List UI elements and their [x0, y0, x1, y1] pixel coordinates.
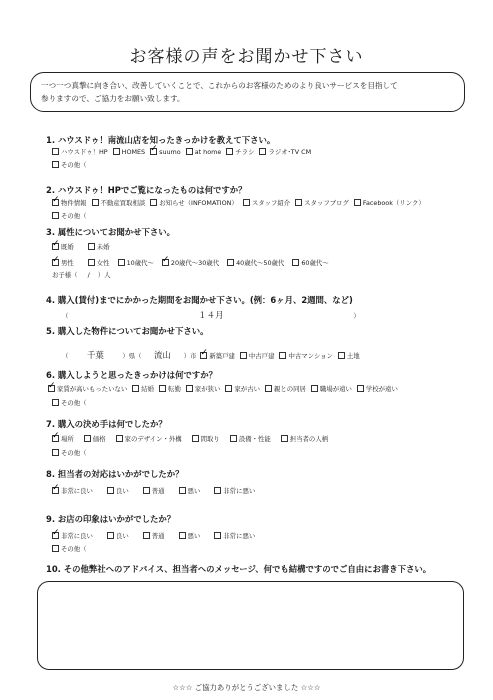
checkbox[interactable] — [338, 352, 345, 359]
question-5: 5. 購入した物件についてお聞かせ下さい。 — [46, 326, 209, 336]
question-3: 3. 属性についてお聞かせ下さい。 — [46, 227, 176, 237]
q9-option-very-good[interactable]: ✓ 非常に良い — [52, 531, 93, 540]
checkbox-checked[interactable] — [48, 385, 55, 392]
checkbox[interactable] — [279, 352, 286, 359]
checkbox[interactable] — [281, 435, 288, 442]
checkbox[interactable] — [230, 435, 237, 442]
q3-marital — [52, 242, 115, 251]
q7-options — [52, 434, 333, 443]
checkbox-checked[interactable] — [52, 259, 59, 266]
q4-answer[interactable]: １４月 — [198, 311, 224, 321]
checkbox[interactable] — [243, 199, 250, 206]
q6-option-school-far[interactable]: 学校が遠い — [357, 384, 398, 393]
checkbox[interactable] — [92, 199, 99, 206]
checkbox[interactable] — [107, 532, 114, 539]
q9-option-very-bad[interactable]: 非常に悪い — [214, 531, 255, 540]
checkbox[interactable] — [186, 385, 193, 392]
q7-option-layout[interactable]: 間取り — [192, 434, 220, 443]
q8-option-very-good[interactable]: ✓ 非常に良い — [52, 486, 93, 495]
checkbox[interactable] — [259, 148, 266, 155]
q7-option-price[interactable]: 価格 — [84, 434, 106, 443]
checkbox[interactable] — [225, 385, 232, 392]
thank-you-footer: ☆☆☆ ご協力ありがとうございました ☆☆☆ — [172, 683, 321, 692]
q1-option-athome[interactable]: at home — [186, 148, 222, 156]
free-comment-box[interactable] — [37, 581, 464, 670]
checkbox-checked[interactable] — [150, 148, 157, 155]
q3-option-age-40s-50s[interactable]: 40歳代～50歳代 — [227, 258, 284, 267]
checkbox[interactable] — [143, 487, 150, 494]
q7-option-location[interactable]: ✓ 場所 — [52, 434, 74, 443]
q6-option-marriage[interactable]: 結婚 — [132, 384, 154, 393]
q1-option-flyer[interactable]: チラシ — [226, 147, 254, 156]
q3-option-female[interactable]: 女性 — [88, 258, 110, 267]
checkbox[interactable] — [214, 487, 221, 494]
q5-answer-row: （ 千葉 ）県（ 流山 ）市 ✓ 新築戸建 中古戸建 中古マンション 土地 — [62, 349, 365, 361]
checkbox[interactable] — [179, 487, 186, 494]
checkbox[interactable] — [113, 148, 120, 155]
q1-other — [52, 160, 92, 169]
checkbox[interactable] — [214, 532, 221, 539]
checkbox[interactable] — [52, 148, 59, 155]
q6-options — [48, 384, 398, 393]
q6-option-parents[interactable]: 親との同居 — [265, 384, 306, 393]
q2-options — [52, 198, 430, 207]
q3-option-married[interactable]: ✓ 既婚 — [52, 242, 74, 251]
q8-option-average[interactable]: 普通 — [143, 486, 165, 495]
q2-option-staff[interactable]: スタッフ紹介 — [243, 198, 290, 207]
q8-option-very-bad[interactable]: 非常に悪い — [214, 486, 255, 495]
q6-other — [52, 398, 92, 407]
checkbox[interactable] — [132, 385, 139, 392]
q3-option-single[interactable]: 未婚 — [88, 242, 110, 251]
q5-option-land[interactable]: 土地 — [338, 351, 360, 360]
question-4: 4. 購入(賃付)までにかかった期間をお聞かせ下さい。(例：6ヶ月、2週間、など) — [46, 295, 353, 305]
checkbox-checked[interactable] — [162, 259, 169, 266]
q9-option-other[interactable]: その他（ — [52, 544, 87, 553]
checkbox[interactable] — [116, 435, 123, 442]
q1-options — [52, 147, 316, 156]
q2-other — [52, 211, 92, 220]
question-10: 10. その他弊社へのアドバイス、担当者へのメッセージ、何でも結構ですのでご自由にお書き下さい。 — [46, 564, 432, 574]
q7-other — [52, 448, 92, 457]
intro-line-1: 一つ一つ真摯に向き合い、改善していくことで、これからのお客様のためのより良いサービスを目指して — [41, 81, 398, 90]
q3-children: お子様（ / ）人 — [52, 270, 111, 279]
checkbox[interactable] — [88, 243, 95, 250]
checkbox[interactable] — [240, 352, 247, 359]
q3-option-age-10s[interactable]: 10歳代～ — [118, 258, 154, 267]
checkbox-checked[interactable] — [52, 487, 59, 494]
checkbox[interactable] — [227, 259, 234, 266]
q8-option-bad[interactable]: 悪い — [179, 486, 201, 495]
checkbox[interactable] — [107, 487, 114, 494]
q6-option-small-house[interactable]: 家が狭い — [186, 384, 221, 393]
q3-gender-age — [52, 258, 334, 267]
q6-option-rent[interactable]: ✓ 家賃が高いもったいない — [48, 384, 127, 393]
checkbox[interactable] — [226, 148, 233, 155]
q7-option-staff-character[interactable]: 担当者の人柄 — [281, 434, 328, 443]
checkbox[interactable] — [52, 212, 59, 219]
q6-option-other[interactable]: その他（ — [52, 398, 87, 407]
question-7: 7. 購入の決め手は何でしたか？ — [46, 419, 167, 429]
q5-option-new-house[interactable]: ✓ 新築戸建 — [200, 351, 235, 360]
q8-option-good[interactable]: 良い — [107, 486, 129, 495]
q9-option-good[interactable]: 良い — [107, 531, 129, 540]
checkbox[interactable] — [143, 532, 150, 539]
q2-option-facebook[interactable]: Facebook（リンク） — [354, 198, 425, 207]
checkbox[interactable] — [292, 259, 299, 266]
q2-option-listings[interactable]: ✓ 物件情報 — [52, 198, 87, 207]
q8-options — [52, 486, 260, 495]
checkbox[interactable] — [150, 199, 157, 206]
q5-city[interactable]: 流山 — [154, 351, 172, 361]
checkbox[interactable] — [52, 545, 59, 552]
q1-option-radio-tv[interactable]: ラジオ･TV CM — [259, 147, 311, 156]
checkbox[interactable] — [311, 385, 318, 392]
q5-prefecture[interactable]: 千葉 — [86, 351, 104, 361]
checkbox[interactable] — [295, 199, 302, 206]
checkbox[interactable] — [52, 161, 59, 168]
q9-options — [52, 531, 260, 540]
checkbox[interactable] — [118, 259, 125, 266]
q6-option-transfer[interactable]: 転勤 — [159, 384, 181, 393]
checkbox[interactable] — [159, 385, 166, 392]
q2-option-buyback[interactable]: 不動産買取相談 — [92, 198, 146, 207]
checkbox[interactable] — [52, 449, 59, 456]
intro-box — [30, 72, 465, 112]
checkbox[interactable] — [84, 435, 91, 442]
checkbox[interactable] — [88, 259, 95, 266]
checkbox[interactable] — [179, 532, 186, 539]
q2-option-other[interactable]: その他（ — [52, 211, 87, 220]
q4-answer-row: （ １４月 ） — [62, 311, 360, 321]
checkbox-checked[interactable] — [200, 352, 207, 359]
question-9: 9. お店の印象はいかがでしたか？ — [46, 514, 176, 524]
q3-option-male[interactable]: ✓ 男性 — [52, 258, 74, 267]
q1-option-hp[interactable]: ハウスドゥ！HP — [52, 147, 108, 156]
q6-option-old-house[interactable]: 家が古い — [225, 384, 260, 393]
question-8: 8. 担当者の対応はいかがでしたか？ — [46, 469, 184, 479]
checkbox-checked[interactable] — [52, 199, 59, 206]
q1-option-homes[interactable]: HOMES — [113, 148, 145, 156]
q2-option-blog[interactable]: スタッフブログ — [295, 198, 349, 207]
intro-line-2: 参りますので、ご協力をお願い致します。 — [41, 94, 185, 103]
question-6: 6. 購入しようと思ったきっかけは何ですか？ — [46, 370, 218, 380]
q5-option-used-house[interactable]: 中古戸建 — [240, 351, 275, 360]
q7-option-other[interactable]: その他（ — [52, 448, 87, 457]
checkbox[interactable] — [192, 435, 199, 442]
checkbox[interactable] — [186, 148, 193, 155]
q5-option-used-condo[interactable]: 中古マンション — [279, 351, 332, 360]
q3-option-age-60s[interactable]: 60歳代～ — [292, 258, 328, 267]
checkbox[interactable] — [357, 385, 364, 392]
checkbox-checked[interactable] — [52, 435, 59, 442]
q7-option-design[interactable]: 家のデザイン・外構 — [116, 434, 182, 443]
q2-option-info[interactable]: お知らせ（INFOMATION） — [150, 198, 238, 207]
question-1: 1. ハウスドゥ！南流山店を知ったきっかけを教えて下さい。 — [46, 135, 276, 145]
checkbox[interactable] — [52, 399, 59, 406]
checkbox[interactable] — [354, 199, 361, 206]
q9-option-bad[interactable]: 悪い — [179, 531, 201, 540]
q9-other — [52, 544, 92, 553]
q7-option-equipment[interactable]: 設備・性能 — [230, 434, 271, 443]
q1-option-other[interactable]: その他（ — [52, 160, 87, 169]
question-2: 2. ハウスドゥ！HPでご覧になったものは何ですか？ — [46, 185, 247, 195]
q1-option-suumo[interactable]: ✓ suumo — [150, 148, 181, 156]
q6-option-work-far[interactable]: 職場が遠い — [311, 384, 352, 393]
checkbox[interactable] — [265, 385, 272, 392]
checkbox-checked[interactable] — [52, 243, 59, 250]
q9-option-average[interactable]: 普通 — [143, 531, 165, 540]
q3-option-age-20s-30s[interactable]: ✓ 20歳代～30歳代 — [162, 258, 219, 267]
page-title: お客様の声をお聞かせ下さい — [129, 47, 364, 67]
checkbox-checked[interactable] — [52, 532, 59, 539]
